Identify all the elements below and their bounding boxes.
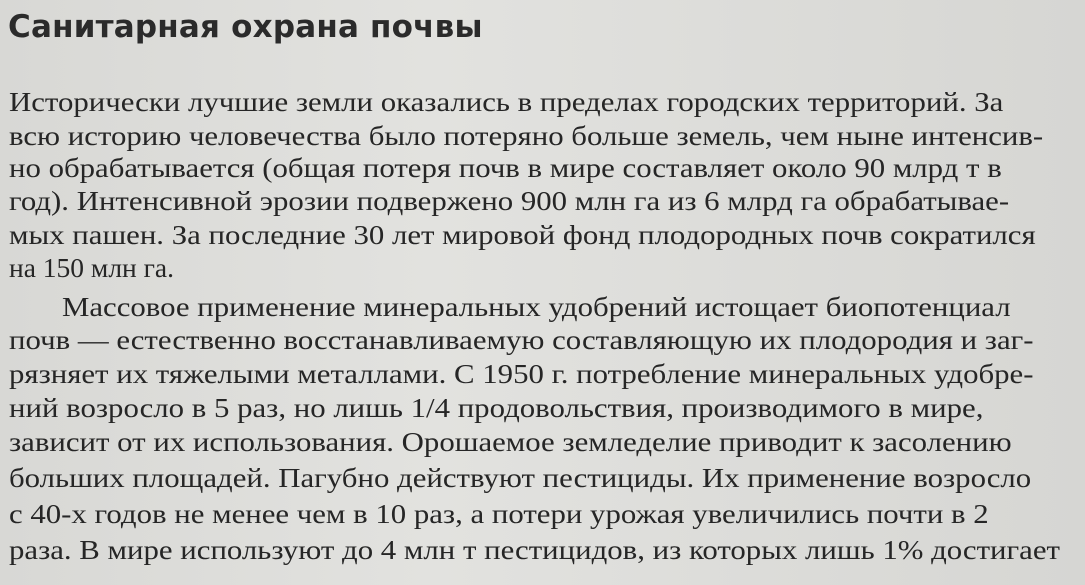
paragraph-2-line-1: Массовое применение минеральных удобрений истощает биопотенциал [62, 291, 1011, 322]
paragraph-2-line-7: с 40-х годов не менее чем в 10 раз, а потери урожая увеличились почти в 2 [9, 498, 989, 529]
paragraph-1-line-4: год). Интенсивной эрозии подвержено 900 млн га из 6 млрд га обрабатывае- [9, 185, 1010, 216]
paragraph-1-line-6: на 150 млн га. [9, 252, 174, 283]
paragraph-1-line-5: мых пашен. За последние 30 лет мировой фонд плодородных почв сократился [9, 219, 1036, 250]
paragraph-2-line-3: рязняет их тяжелыми металлами. С 1950 г. потребление минеральных удобре- [9, 358, 1034, 389]
paragraph-1-line-3: но обрабатывается (общая потеря почв в мире составляет около 90 млрд т в [9, 152, 1002, 183]
paragraph-2-line-5: зависит от их использования. Орошаемое земледелие приводит к засолению [9, 426, 1012, 457]
paragraph-2-line-2: почв — естественно восстанавливаемую составляющую их плодородия и заг- [9, 324, 1034, 355]
paragraph-1-line-2: всю историю человечества было потеряно больше земель, чем ныне интенсив- [9, 120, 1044, 151]
paragraph-2-line-4: ний возросло в 5 раз, но лишь 1/4 продовольствия, производимого в мире, [9, 392, 984, 423]
section-heading: Санитарная охрана почвы [8, 9, 483, 45]
paragraph-2-line-8: раза. В мире используют до 4 млн т пестицидов, из которых лишь 1% достигает [9, 534, 1060, 565]
paragraph-2-line-6: больших площадей. Пагубно действуют пестициды. Их применение возросло [9, 462, 1032, 493]
paragraph-1-line-1: Исторически лучшие земли оказались в пределах городских территорий. За [9, 86, 1004, 117]
